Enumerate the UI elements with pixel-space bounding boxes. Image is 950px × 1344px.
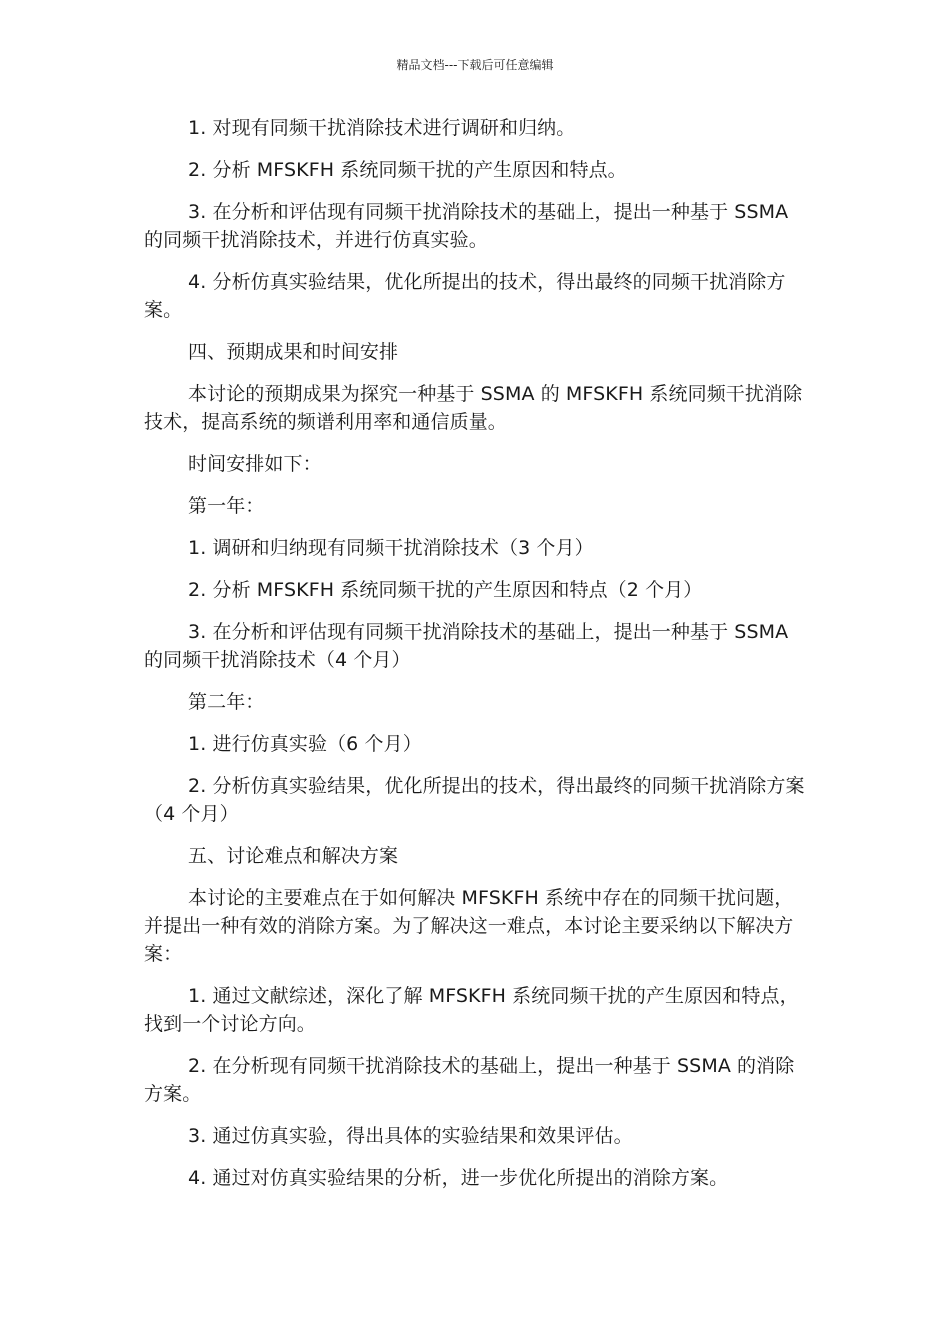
list-item: 1. 通过文献综述，深化了解 MFSKFH 系统同频干扰的产生原因和特点，找到一个讨论方向。 — [144, 985, 799, 1035]
list-item: 1. 调研和归纳现有同频干扰消除技术（3 个月） — [188, 537, 594, 559]
document-body — [144, 114, 808, 1206]
list-item: 3. 通过仿真实验，得出具体的实验结果和效果评估。 — [188, 1125, 633, 1147]
list-item: 3. 在分析和评估现有同频干扰消除技术的基础上，提出一种基于 SSMA 的同频干扰消除技术，并进行仿真实验。 — [144, 201, 789, 251]
subheading: 第二年： — [188, 691, 265, 713]
list-item: 2. 在分析现有同频干扰消除技术的基础上，提出一种基于 SSMA 的消除方案。 — [144, 1055, 795, 1105]
subheading: 第一年： — [188, 495, 265, 517]
list-item: 2. 分析 MFSKFH 系统同频干扰的产生原因和特点（2 个月） — [188, 579, 703, 601]
list-item: 3. 在分析和评估现有同频干扰消除技术的基础上，提出一种基于 SSMA 的同频干扰消除技术（4 个月） — [144, 621, 789, 671]
body-paragraph: 本讨论的预期成果为探究一种基于 SSMA 的 MFSKFH 系统同频干扰消除技术，提高系统的频谱利用率和通信质量。 — [144, 383, 803, 433]
list-item: 2. 分析仿真实验结果，优化所提出的技术，得出最终的同频干扰消除方案（4 个月） — [144, 775, 805, 825]
section-heading: 五、讨论难点和解决方案 — [188, 845, 399, 867]
list-item: 1. 进行仿真实验（6 个月） — [188, 733, 422, 755]
body-paragraph: 本讨论的主要难点在于如何解决 MFSKFH 系统中存在的同频干扰问题，并提出一种有效的消除方案。为了解决这一难点，本讨论主要采纳以下解决方案： — [144, 887, 794, 965]
section-heading: 四、预期成果和时间安排 — [188, 341, 399, 363]
page-header: 精品文档---下载后可任意编辑 — [396, 58, 554, 72]
list-item: 2. 分析 MFSKFH 系统同频干扰的产生原因和特点。 — [188, 159, 627, 181]
body-paragraph: 时间安排如下： — [188, 453, 322, 475]
list-item: 1. 对现有同频干扰消除技术进行调研和归纳。 — [188, 117, 576, 139]
list-item: 4. 通过对仿真实验结果的分析，进一步优化所提出的消除方案。 — [188, 1167, 729, 1189]
list-item: 4. 分析仿真实验结果，优化所提出的技术，得出最终的同频干扰消除方案。 — [144, 271, 786, 321]
